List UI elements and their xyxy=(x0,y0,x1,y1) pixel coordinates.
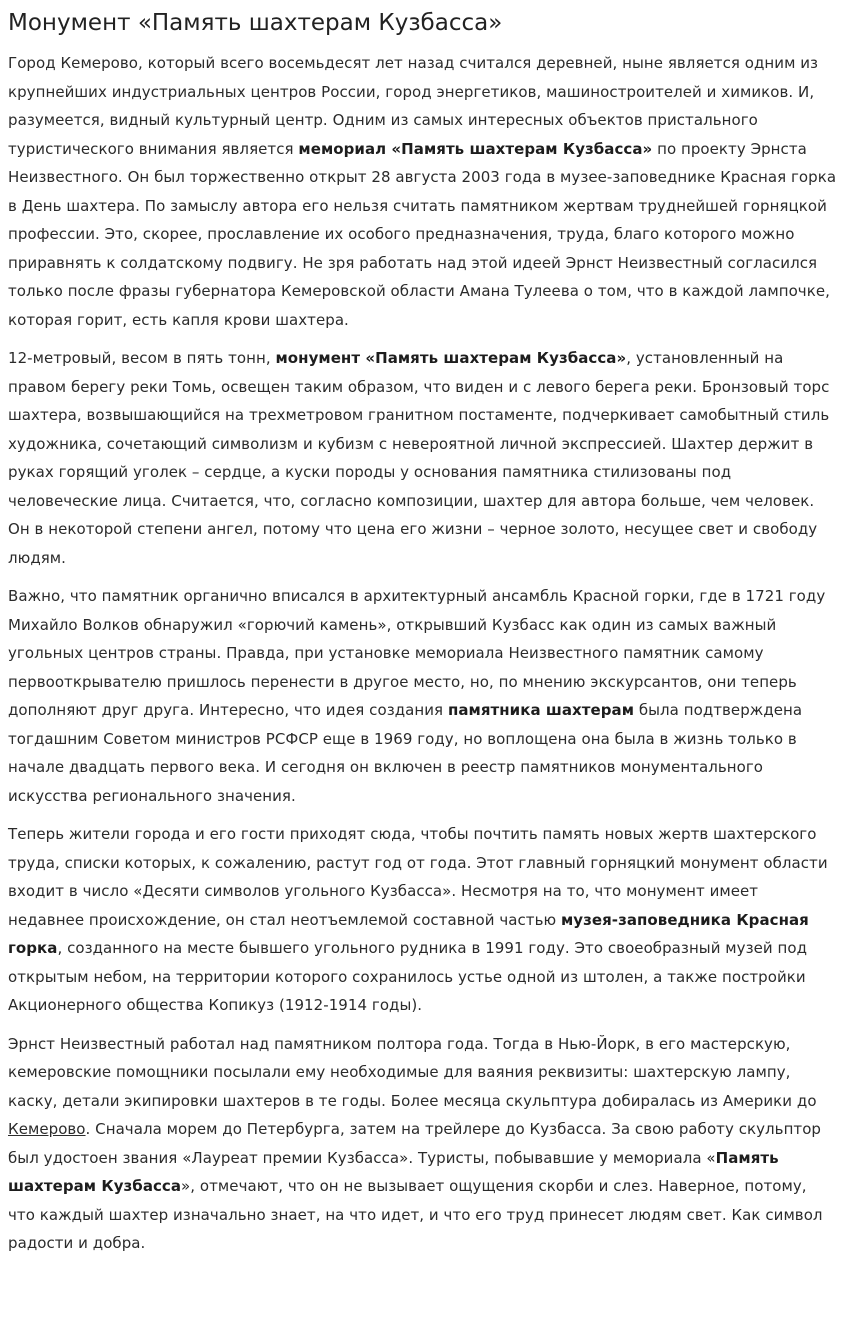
paragraph-text: Важно, что памятник органично вписался в архитектурный ансамбль Красной горки, где в 1721 году Михайло Волков обнаружил «горючий камень», открывший Кузбасс как один из самых важный угольных центров страны. Правда, при установке мемориала Неизвестного памятник самому первооткрывателю пришлось перенести в другое место, но, по мнению экскурсантов, они теперь дополняют друг друга. Интересно, что идея создания xyxy=(8,587,826,719)
paragraph-text: , установленный на правом берегу реки Томь, освещен таким образом, что виден и с левого берега реки. Бронзовый торс шахтера, возвышающийся на трехметровом гранитном постаменте, подчеркивает самобытный стиль художника, сочетающий символизм и кубизм с невероятной личной экспрессией. Шахтер держит в руках горящий уголек – сердце, а куски породы у основания памятника стилизованы под человеческие лица. Считается, что, согласно композиции, шахтер для автора больше, чем человек. Он в некоторой степени ангел, потому что цена его жизни – черное золото, несущее свет и свободу людям. xyxy=(8,349,830,567)
paragraph-text: по проекту Эрнста Неизвестного. Он был торжественно открыт 28 августа 2003 года в музее-заповеднике Красная горка в День шахтера. По замыслу автора его нельзя считать памятником жертвам труднейшей горняцкой профессии. Это, скорее, прославление их особого предназначения, труда, благо которого можно приравнять к солдатскому подвигу. Не зря работать над этой идеей Эрнст Неизвестный согласился только после фразы губернатора Кемеровской области Амана Тулеева о том, что в каждой лампочке, которая горит, есть капля крови шахтера. xyxy=(8,139,837,329)
bold-phrase-memorial: мемориал «Память шахтерам Кузбасса» xyxy=(298,139,653,158)
paragraph-4 xyxy=(8,820,837,1020)
paragraph-1 xyxy=(8,49,837,334)
paragraph-5 xyxy=(8,1030,837,1258)
paragraph-text: 12-метровый, весом в пять тонн, xyxy=(8,349,276,367)
page-title: Монумент «Память шахтерам Кузбасса» xyxy=(8,10,503,36)
paragraph-text: . Сначала морем до Петербурга, затем на трейлере до Кузбасса. За свою работу скульптор был удостоен звания «Лауреат премии Кузбасса». Туристы, побывавшие у мемориала « xyxy=(8,1120,822,1167)
paragraph-text: Эрнст Неизвестный работал над памятником полтора года. Тогда в Нью-Йорк, в его мастерскую, кемеровские помощники посылали ему необходимые для ваяния реквизиты: шахтерскую лампу, каску, детали экипировки шахтеров в те годы. Более месяца скульптура добиралась из Америки до xyxy=(8,1034,817,1110)
bold-phrase-museum: музея-заповедника Красная горка xyxy=(8,910,809,957)
bold-phrase-monument: монумент «Память шахтерам Кузбасса» xyxy=(275,349,627,367)
paragraph-3 xyxy=(8,582,837,810)
paragraph-text: Теперь жители города и его гости приходят сюда, чтобы почтить память новых жертв шахтерского труда, списки которых, к сожалению, растут год от года. Этот главный горняцкий монумент области входит в число «Десяти символов угольного Кузбасса». Несмотря на то, что монумент имеет недавнее происхождение, он стал неотъемлемой составной частью xyxy=(8,825,828,929)
paragraph-2 xyxy=(8,344,837,572)
paragraph-text: была подтверждена тогдашним Советом министров РСФСР еще в 1969 году, но воплощена она была в жизнь только в начале двадцать первого века. И сегодня он включен в реестр памятников монументального искусства регионального значения. xyxy=(8,701,803,805)
paragraph-text: , созданного на месте бывшего угольного рудника в 1991 году. Это своеобразный музей под открытым небом, на территории которого сохранилось устье одной из штолен, а также постройки Акционерного общества Копикуз (1912-1914 годы). xyxy=(8,939,808,1014)
kemerovo-link[interactable]: Кемерово xyxy=(8,1120,86,1138)
paragraph-text: », отмечают, что он не вызывает ощущения скорби и слез. Наверное, потому, что каждый шахтер изначально знает, на что идет, и что его труд принесет людям свет. Как символ радости и добра. xyxy=(8,1177,823,1252)
bold-phrase-monument-to-miners: памятника шахтерам xyxy=(447,701,635,719)
paragraph-text: Город Кемерово, который всего восемьдесят лет назад считался деревней, ныне является одним из крупнейших индустриальных центров России, город энергетиков, машиностроителей и химиков. И, разумеется, видный культурный центр. Одним из самых интересных объектов пристального туристического внимания является xyxy=(8,54,819,158)
bold-phrase-memorial-name: Память шахтерам Кузбасса xyxy=(8,1148,779,1195)
